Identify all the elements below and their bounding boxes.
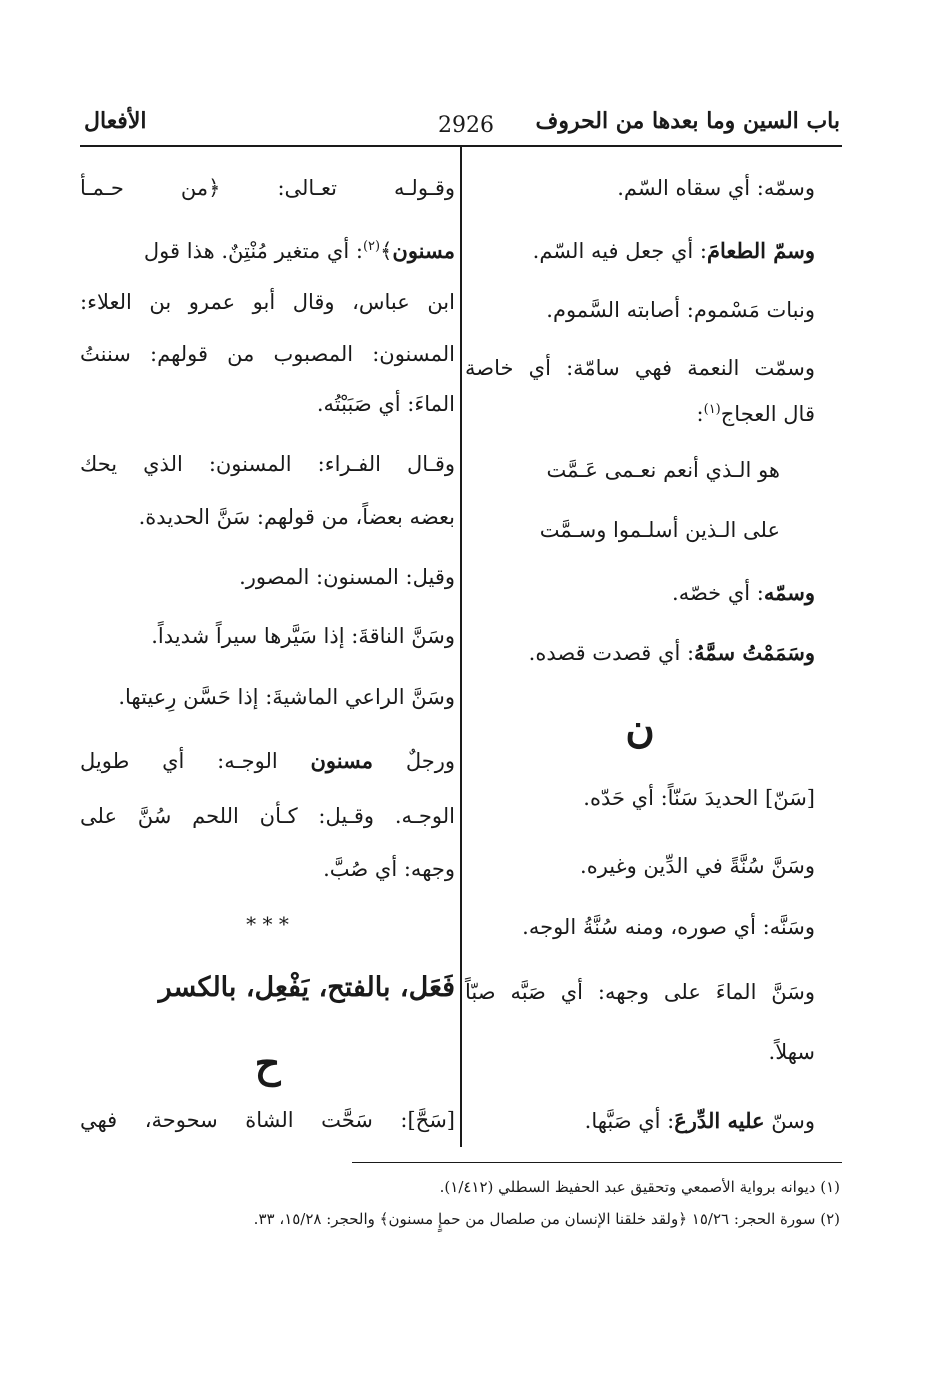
footnote-ref: (٢) — [362, 239, 381, 254]
entry-line: وسَنَّه: أي صوره، ومنه سُنَّةُ الوجه. — [522, 915, 815, 939]
headword: مسنون — [310, 748, 374, 773]
entry-line: وسَنَّ الناقةَ: إذا سَيَّرها سيراً شديداً. — [151, 624, 455, 648]
headword: عليه الدِّرعَ — [674, 1108, 765, 1133]
letter-heading: ح — [254, 1040, 281, 1087]
entry-line: وسمّت النعمة فهي سامّة: أي خاصة — [465, 356, 815, 380]
footnote: (١) ديوانه برواية الأصمعي وتحقيق عبد الحفيظ السطلي (١/٤١٢). — [439, 1178, 840, 1196]
entry-line: سهلاً. — [768, 1040, 815, 1064]
section-title: الأفعال — [84, 108, 147, 134]
entry-line: الوجـه. وقـيل: كـأن اللحم سُنَّ على — [80, 804, 455, 828]
entry-line: بعضه بعضاً، من قولهم: سَنَّ الحديدة. — [138, 505, 455, 529]
entry-line: ورجلٌ مسنون الوجـه: أي طويل — [80, 748, 455, 773]
entry-line: وقـال الفـراء: المسنون: الذي يحك — [80, 452, 455, 476]
entry-line: [سَحَّ]: سَحَّت الشاة سحوحة، فهي — [80, 1108, 455, 1132]
entry-line: [سَنّ] الحديدَ سَنّاً: أي حَدّه. — [583, 786, 815, 810]
entry-line: ابن عباس، وقال أبو عمرو بن العلاء: — [80, 290, 455, 314]
entry-line: وسنّ عليه الدِّرعَ: أي صَبَّها. — [584, 1108, 815, 1133]
form-heading: فَعَل، بالفتح، يَفْعِل، بالكسر — [158, 972, 455, 1003]
headword: وسمّه — [763, 580, 815, 605]
footnote-ref: (١) — [703, 402, 721, 417]
verse-line: على الـذين أسلـموا وسـمَّت — [539, 518, 780, 542]
section-separator: * * * — [246, 912, 289, 936]
entry-line: وسَنَّ الماءَ على وجهه: أي صَبَّه صبّاً — [465, 980, 815, 1004]
entry-line: وسَنَّ سُنَّةً في الدِّين وغيره. — [580, 854, 815, 878]
column-divider — [460, 147, 462, 1147]
chapter-title: باب السين وما بعدها من الحروف — [535, 108, 840, 134]
entry-line: وسمّه: أي سقاه السّم. — [617, 176, 815, 200]
letter-heading: ن — [625, 705, 655, 752]
headword: وسمّ الطعامَ — [706, 238, 815, 263]
entry-line: وسَنَّ الراعي الماشيةَ: إذا حَسَّن رِعيتها. — [118, 685, 455, 709]
entry-line: مسنون﴾$^{(٢)}$: أي متغير مُنْتِنٌ. هذا قول — [143, 238, 455, 263]
entry-line: المسنون: المصبوب من قولهم: سننتُ — [80, 342, 455, 366]
entry-line: وسمّه: أي خصّه. — [672, 580, 815, 605]
entry-line: وجهه: أي صُبَّ. — [323, 857, 455, 881]
entry-line: ونبات مَسْموم: أصابته السَّموم. — [546, 298, 815, 322]
entry-line: الماءَ: أي صَبَبْتُه. — [316, 392, 455, 416]
entry-line: وسمّ الطعامَ: أي جعل فيه السّم. — [532, 238, 815, 263]
headword: وسَمَمْتُ سمَّهُ — [694, 640, 815, 665]
entry-line: وسَمَمْتُ سمَّهُ: أي قصدت قصده. — [528, 640, 815, 665]
headword: مسنون — [392, 238, 455, 263]
entry-line: قال العجاج$^{(١)}$: — [696, 402, 815, 426]
verse-line: هو الـذي أنعم نعـمى عَـمَّت — [546, 458, 780, 482]
entry-line: وقيل: المسنون: المصور. — [239, 565, 455, 589]
footnote: (٢) سورة الحجر: ١٥/٢٦ ﴿ولقد خلقنا الإنسان من صلصال من حمإٍ مسنون﴾ والحجر: ١٥/٢٨، ٣٣. — [253, 1210, 840, 1228]
footnote-rule — [352, 1162, 842, 1163]
page-number: 2926 — [438, 113, 494, 138]
entry-line: وقـولـه تعـالى: ﴿من حـمـأ — [80, 176, 455, 200]
